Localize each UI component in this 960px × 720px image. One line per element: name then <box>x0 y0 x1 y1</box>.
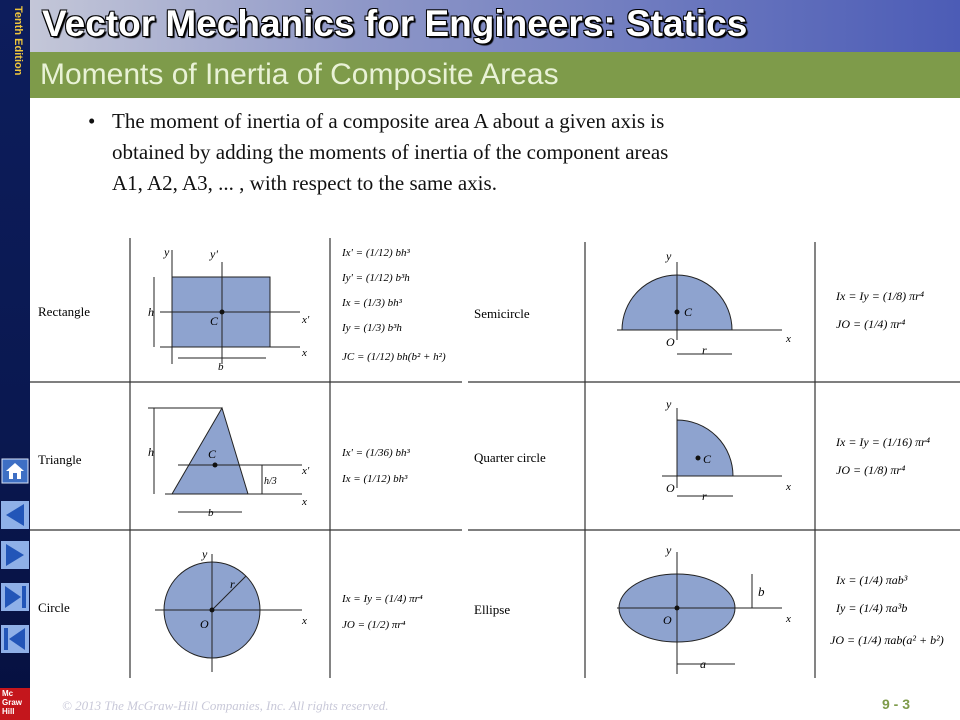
first-icon <box>0 624 30 654</box>
logo-text: Mc Graw Hill <box>2 689 23 716</box>
edition-text: Tenth Edition <box>12 6 24 76</box>
formula: JO = (1/4) πr⁴ <box>836 317 906 331</box>
formula: Ix = Iy = (1/8) πr⁴ <box>836 289 925 303</box>
triangle-formulas <box>341 447 410 485</box>
label-x: x <box>302 615 307 627</box>
page-number: 9 - 3 <box>882 696 911 712</box>
label-y: y <box>666 543 672 557</box>
shape-name-rectangle: Rectangle <box>38 304 90 319</box>
edition-label <box>2 6 28 76</box>
label-h-third: h/3 <box>264 476 277 487</box>
formula: Ix = (1/12) bh³ <box>342 473 408 485</box>
previous-button[interactable] <box>0 500 30 530</box>
last-slide-button[interactable] <box>0 582 30 612</box>
formula: Ix' = (1/12) bh³ <box>342 247 410 259</box>
slide-subtitle: Moments of Inertia of Composite Areas <box>40 58 559 91</box>
formula: JO = (1/8) πr⁴ <box>836 463 906 477</box>
label-x: x <box>786 613 791 625</box>
label-o: O <box>666 481 675 495</box>
semicircle-formulas <box>835 289 924 331</box>
next-icon <box>0 540 30 570</box>
formula: Iy' = (1/12) b³h <box>342 272 410 284</box>
label-y: y <box>666 249 672 263</box>
label-b: b <box>218 361 224 373</box>
copyright-text: © 2013 The McGraw-Hill Companies, Inc. All rights reserved. <box>62 698 389 713</box>
label-x: x <box>302 347 307 359</box>
bullet-line-2: obtained by adding the moments of inertia of the component areas <box>112 140 669 164</box>
bullet-dot: • <box>88 109 96 133</box>
sidebar <box>0 0 30 720</box>
quarter-circle-formulas <box>835 435 930 477</box>
page-title: Vector Mechanics for Engineers: Statics <box>42 3 748 44</box>
rectangle-formulas <box>341 247 446 363</box>
formula: JC = (1/12) bh(b² + h²) <box>342 351 446 363</box>
bullet-line-1: The moment of inertia of a composite area A about a given axis is <box>112 109 665 133</box>
formula: Iy = (1/3) b³h <box>342 322 402 334</box>
label-c: C <box>210 314 219 328</box>
label-c: C <box>684 305 693 319</box>
ellipse-formulas <box>830 573 944 647</box>
bullet-text <box>112 106 852 199</box>
label-a: a <box>700 657 706 671</box>
formula: Ix' = (1/36) bh³ <box>342 447 410 459</box>
label-c: C <box>703 452 712 466</box>
formula: Iy = (1/4) πa³b <box>836 601 908 615</box>
shape-name-ellipse: Ellipse <box>474 602 511 617</box>
label-x: x <box>302 496 307 508</box>
formula: JO = (1/2) πr⁴ <box>342 619 406 631</box>
label-h: h <box>148 445 154 459</box>
rectangle-diagram <box>148 245 310 373</box>
bullet-line-3: A1, A2, A3, ... , with respect to the same axis. <box>112 171 497 195</box>
label-b: b <box>758 584 765 599</box>
label-x-prime: x' <box>302 465 310 477</box>
label-r: r <box>702 343 707 357</box>
subtitle-bar <box>30 52 960 98</box>
label-o: O <box>663 613 672 627</box>
ellipse-diagram <box>617 543 791 674</box>
label-x-prime: x' <box>302 314 310 326</box>
previous-icon <box>0 500 30 530</box>
label-y-prime: y' <box>210 247 218 261</box>
shape-name-semicircle: Semicircle <box>474 306 530 321</box>
quarter-circle-diagram <box>662 397 791 503</box>
circle-formulas <box>341 593 423 631</box>
circle-diagram <box>155 547 307 672</box>
next-button[interactable] <box>0 540 30 570</box>
first-slide-button[interactable] <box>0 624 30 654</box>
formula: JO = (1/4) πab(a² + b²) <box>830 633 944 647</box>
shape-name-quarter-circle: Quarter circle <box>474 450 546 465</box>
triangle-diagram <box>148 408 310 519</box>
label-r: r <box>702 489 707 503</box>
title-bar <box>30 0 960 52</box>
label-r: r <box>230 577 235 591</box>
shape-name-triangle: Triangle <box>38 452 82 467</box>
home-button[interactable] <box>0 455 30 485</box>
label-x: x <box>786 481 791 493</box>
moments-of-inertia-table <box>30 232 960 682</box>
label-o: O <box>200 617 209 631</box>
label-c: C <box>208 447 217 461</box>
label-b: b <box>208 507 214 519</box>
label-h: h <box>148 305 154 319</box>
formula: Ix = Iy = (1/4) πr⁴ <box>342 593 423 605</box>
label-o: O <box>666 335 675 349</box>
formula: Ix = (1/3) bh³ <box>342 297 402 309</box>
label-y: y <box>164 245 170 259</box>
formula: Ix = (1/4) πab³ <box>836 573 908 587</box>
label-y: y <box>202 547 208 561</box>
formula: Ix = Iy = (1/16) πr⁴ <box>836 435 931 449</box>
last-icon <box>0 582 30 612</box>
shape-name-circle: Circle <box>38 600 70 615</box>
label-x: x <box>786 333 791 345</box>
publisher-logo <box>0 688 30 720</box>
home-icon <box>0 455 30 485</box>
label-y: y <box>666 397 672 411</box>
semicircle-diagram <box>617 249 791 357</box>
